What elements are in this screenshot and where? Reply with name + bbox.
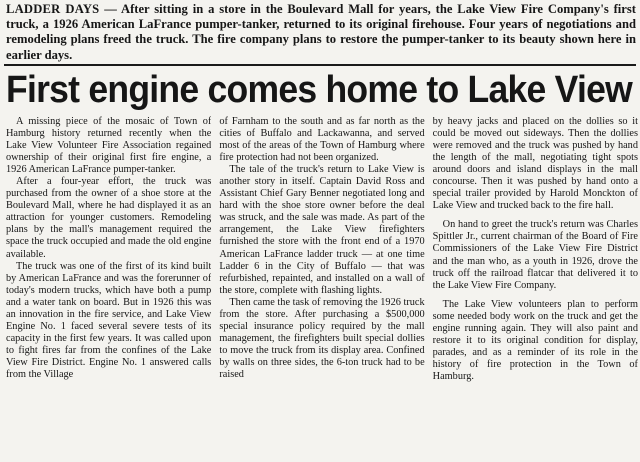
article-paragraph: Then came the task of removing the 1926 truck from the store. After purchasing a $500,000 special insurance policy required by the mall management, the firefighters built special dollies to move the truck from its display area. Confined by walls on three sides, the 6-ton truck had to be raised xyxy=(219,296,425,380)
article-column-2 xyxy=(219,116,424,462)
article-paragraph: A missing piece of the mosaic of Town of Hamburg history returned recently when the Lake View Volunteer Fire Association regained ownership of their original first fire engine, a 1926 American LaFrance pumper-tanker. xyxy=(6,116,212,176)
article-paragraph: On hand to greet the truck's return was Charles Spittler Jr., current chairman of the Board of Fire Commissioners of the Lake View Fire District and the man who, as a youth in 1926, drove the truck off the railroad flatcar that delivered it to the Lake View Fire Company. xyxy=(432,219,638,291)
caption-text: — After sitting in a store in the Boulevard Mall for years, the Lake View Fire Company's first truck, a 1926 American LaFrance pumper-tanker, returned to its original firehouse. Four years of negotiations and remodeling plans freed the truck. The fire company plans to restore the pumper-tanker to its beauty shown here in earlier days. xyxy=(6,2,636,62)
caption-kicker: LADDER DAYS xyxy=(6,2,100,16)
article-paragraph: The tale of the truck's return to Lake View is another story in itself. Captain David Ross and Assistant Chief Gary Benner negotiated long and hard with the shoe store owner before the deal was struck, and the sale was made. As part of the arrangement, the Lake View firefighters furnished the store with the front end of a 1970 American LaFrance ladder truck — at one time Ladder 6 in the City of Buffalo — that was refurbished, repainted, and installed on a wall of the store, complete with flashing lights. xyxy=(219,164,425,296)
article-paragraph: After a four-year effort, the truck was purchased from the owner of a shoe store at the Boulevard Mall, where he had displayed it as an attraction for younger customers. Remodeling plans by the mall's management required the space the truck occupied and made the old engine available. xyxy=(6,176,212,260)
article-paragraph: The Lake View volunteers plan to perform some needed body work on the truck and get the engine running again. They will also paint and restore it to its original condition for display, parades, and as a reminder of its role in the history of fire protection in the Town of Hamburg. xyxy=(432,298,638,382)
top-rule xyxy=(4,64,636,66)
headline: First engine comes home to Lake View xyxy=(6,69,632,111)
article-column-1 xyxy=(6,116,211,462)
article-paragraph: The truck was one of the first of its kind built by American LaFrance and was the forerunner of today's modern trucks, which have both a pump and a water tank on board. But in 1926 this was an innovation in the fire service, and Lake View Engine No. 1 faced several severe tests of its capacity in the first few years. It was called upon to fight fires far from the confines of the Lake View Fire District. Engine No. 1 answered calls from the Village xyxy=(6,260,212,380)
photo-caption xyxy=(6,2,636,63)
article-column-3 xyxy=(433,116,638,462)
article-body xyxy=(6,116,638,462)
article-paragraph: of Farnham to the south and as far north as the cities of Buffalo and Lackawanna, and served most of the areas of the Town of Hamburg where fire protection had not been organized. xyxy=(219,116,425,164)
article-paragraph: by heavy jacks and placed on the dollies so it could be moved out sideways. Then the dollies were removed and the truck was pushed by hand the length of the mall, negotiating tight spots around doors and island displays in the mall concourse. Then it was pushed by hand onto a special trailer provided by Harold Monckton of Lake View and trucked back to the fire hall. xyxy=(432,116,638,212)
